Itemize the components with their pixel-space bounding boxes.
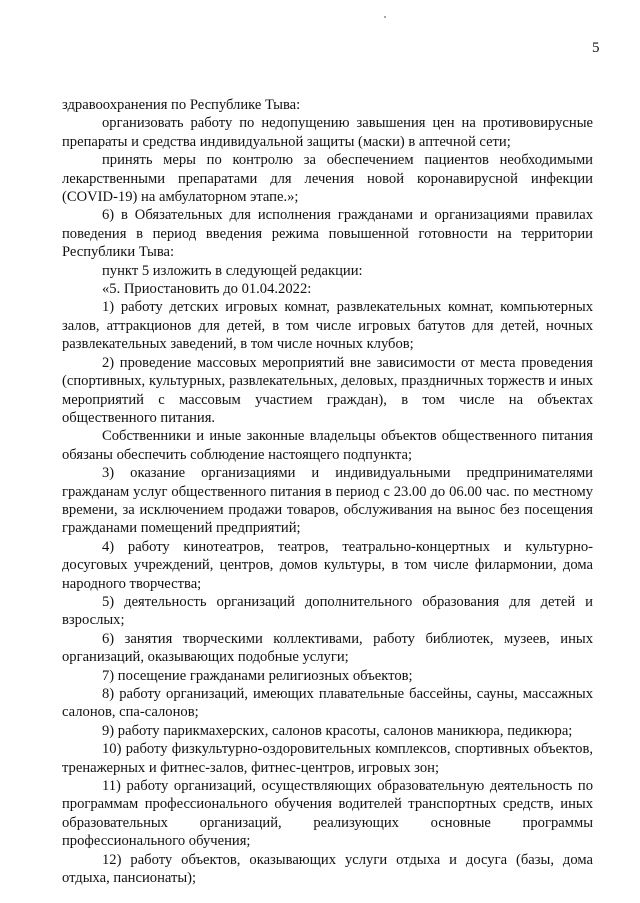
list-item: 11) работу организаций, осуществляющих образовательную деятельность по программам профессионального обучения водителей транспортных средств, иных образовательных организаций, реализующих основные программы профессионального обучения;	[62, 778, 593, 850]
paragraph: принять меры по контролю за обеспечением пациентов необходимыми лекарственными препаратами для лечения новой коронавирусной инфекции (COVID-19) на амбулаторном этапе.»;	[62, 152, 593, 206]
paragraph: «5. Приостановить до 01.04.2022:	[102, 281, 312, 298]
paragraph: 6) в Обязательных для исполнения гражданами и организациями правилах поведения в период введения режима повышенной готовности на территории Республики Тыва:	[62, 207, 593, 261]
list-item: 3) оказание организациями и индивидуальными предпринимателями гражданам услуг общественного питания в период с 23.00 до 06.00 час. по местному времени, за исключением продажи товаров, обслуживания на вынос без посещения гражданами помещений предприятий;	[62, 465, 593, 537]
scan-speck	[384, 16, 386, 18]
page-number: 5	[592, 40, 600, 56]
list-item: 10) работу физкультурно-оздоровительных комплексов, спортивных объектов, тренажерных и фитнес-залов, фитнес-центров, игровых зон;	[62, 741, 593, 776]
list-item: 6) занятия творческими коллективами, работу библиотек, музеев, иных организаций, оказывающих подобные услуги;	[62, 630, 593, 666]
list-item: 4) работу кинотеатров, театров, театрально-концертных и культурно-досуговых учреждений, центров, домов культуры, в том числе филармонии, дома народного творчества;	[62, 538, 593, 592]
paragraph: организовать работу по недопущению завышения цен на противовирусные препараты и средства индивидуальной защиты (маски) в аптечной сети;	[62, 115, 593, 150]
list-item: 1) работу детских игровых комнат, развлекательных комнат, компьютерных залов, аттракционов для детей, в том числе игровых батутов для детей, ночных развлекательных заведений, в том числе ночных клубов;	[62, 299, 593, 353]
list-item: 9) работу парикмахерских, салонов красоты, салонов маникюра, педикюра;	[102, 722, 573, 739]
list-item: 8) работу организаций, имеющих плавательные бассейны, сауны, массажных салонов, спа-салонов;	[62, 686, 593, 721]
paragraph: пункт 5 изложить в следующей редакции:	[102, 262, 363, 279]
document-body	[62, 96, 593, 887]
list-item: 2) проведение массовых мероприятий вне зависимости от места проведения (спортивных, культурных, развлекательных, деловых, праздничных торжеств и иных мероприятий с массовым участием граждан), в том числе на объектах общественного питания.	[62, 354, 593, 426]
list-item: 12) работу объектов, оказывающих услуги отдыха и досуга (базы, дома отдыха, пансионаты);	[62, 851, 593, 887]
paragraph: Собственники и иные законные владельцы объектов общественного питания обязаны обеспечить соблюдение настоящего подпункта;	[62, 428, 593, 463]
list-item: 5) деятельность организаций дополнительного образования для детей и взрослых;	[62, 593, 593, 629]
list-item: 7) посещение гражданами религиозных объектов;	[102, 667, 413, 684]
paragraph: здравоохранения по Республике Тыва:	[62, 97, 301, 113]
